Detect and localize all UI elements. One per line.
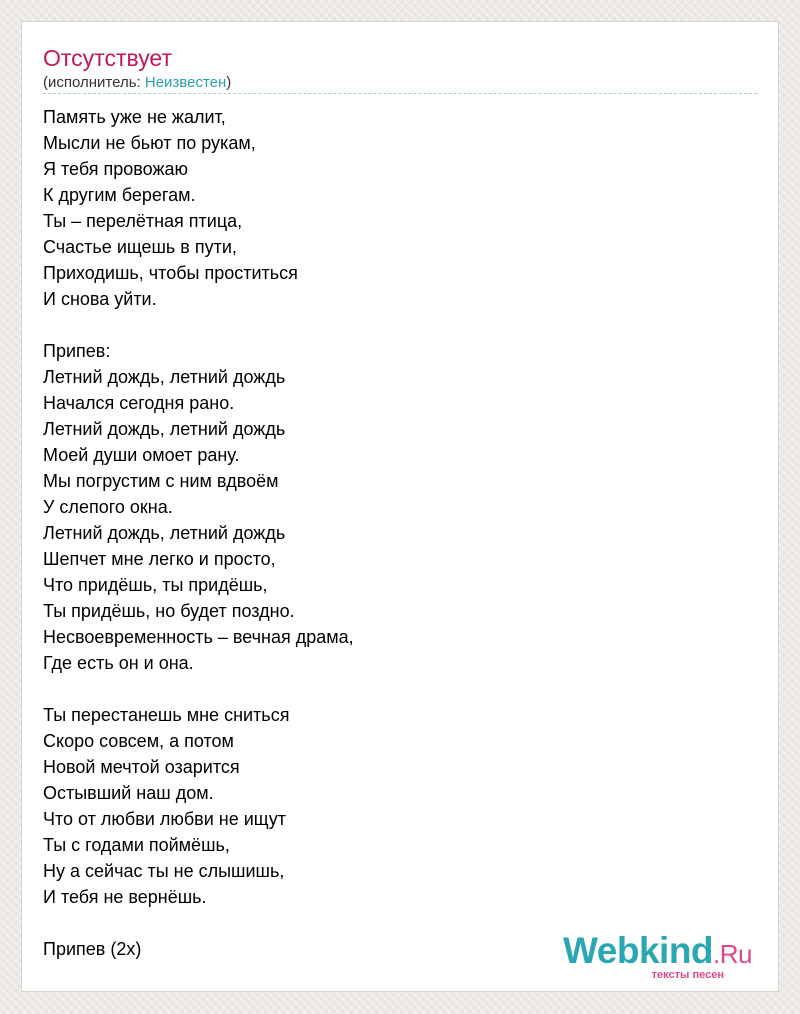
logo-word: Webkind	[563, 930, 714, 971]
lyric-line: Летний дождь, летний дождь	[43, 419, 286, 439]
lyric-line: Ты с годами поймёшь,	[43, 835, 230, 855]
lyrics-card	[21, 21, 779, 992]
lyric-line: Мысли не бьют по рукам,	[43, 133, 256, 153]
lyric-line: И снова уйти.	[43, 289, 157, 309]
lyric-line: Память уже не жалит,	[43, 107, 226, 127]
lyric-line: Мы погрустим с ним вдвоём	[43, 471, 279, 491]
lyric-line: Что придёшь, ты придёшь,	[43, 575, 268, 595]
lyric-line: Скоро совсем, а потом	[43, 731, 234, 751]
lyric-line: Припев:	[43, 341, 111, 361]
lyric-line: Ты придёшь, но будет поздно.	[43, 601, 295, 621]
lyrics-text	[43, 104, 743, 962]
lyric-line: Ну а сейчас ты не слышишь,	[43, 861, 285, 881]
logo-tld: .Ru	[713, 939, 752, 969]
lyric-line: Начался сегодня рано.	[43, 393, 235, 413]
title-divider	[43, 93, 757, 94]
lyric-line: Летний дождь, летний дождь	[43, 523, 286, 543]
lyric-line: Моей души омоет рану.	[43, 445, 240, 465]
lyric-line: Припев (2x)	[43, 939, 142, 959]
lyric-line	[43, 676, 743, 702]
lyric-line: Приходишь, чтобы проститься	[43, 263, 298, 283]
lyric-line: Ты – перелётная птица,	[43, 211, 243, 231]
lyric-line	[43, 312, 743, 338]
logo-wordmark	[563, 930, 752, 972]
lyric-line: И тебя не вернёшь.	[43, 887, 207, 907]
logo-tagline: тексты песен	[651, 969, 724, 981]
artist-link[interactable]: Неизвестен	[144, 74, 227, 91]
lyric-line: У слепого окна.	[43, 497, 173, 517]
lyric-line: Ты перестанешь мне сниться	[43, 705, 290, 725]
lyric-line: Шепчет мне легко и просто,	[43, 549, 276, 569]
lyric-line: Остывший наш дом.	[43, 783, 214, 803]
lyric-line: Что от любви любви не ищут	[43, 809, 287, 829]
song-title: Отсутствует	[43, 45, 172, 71]
lyric-line: К другим берегам.	[43, 185, 196, 205]
lyric-line: Счастье ищешь в пути,	[43, 237, 237, 257]
artist-suffix: )	[226, 74, 232, 91]
lyric-line: Где есть он и она.	[43, 653, 194, 673]
lyric-line: Новой мечтой озарится	[43, 757, 240, 777]
lyric-line: Несвоевременность – вечная драма,	[43, 627, 354, 647]
artist-line	[43, 74, 231, 92]
artist-prefix: (исполнитель:	[43, 74, 145, 91]
lyric-line: Я тебя провожаю	[43, 159, 189, 179]
lyric-line: Летний дождь, летний дождь	[43, 367, 286, 387]
site-logo[interactable]	[563, 930, 752, 981]
